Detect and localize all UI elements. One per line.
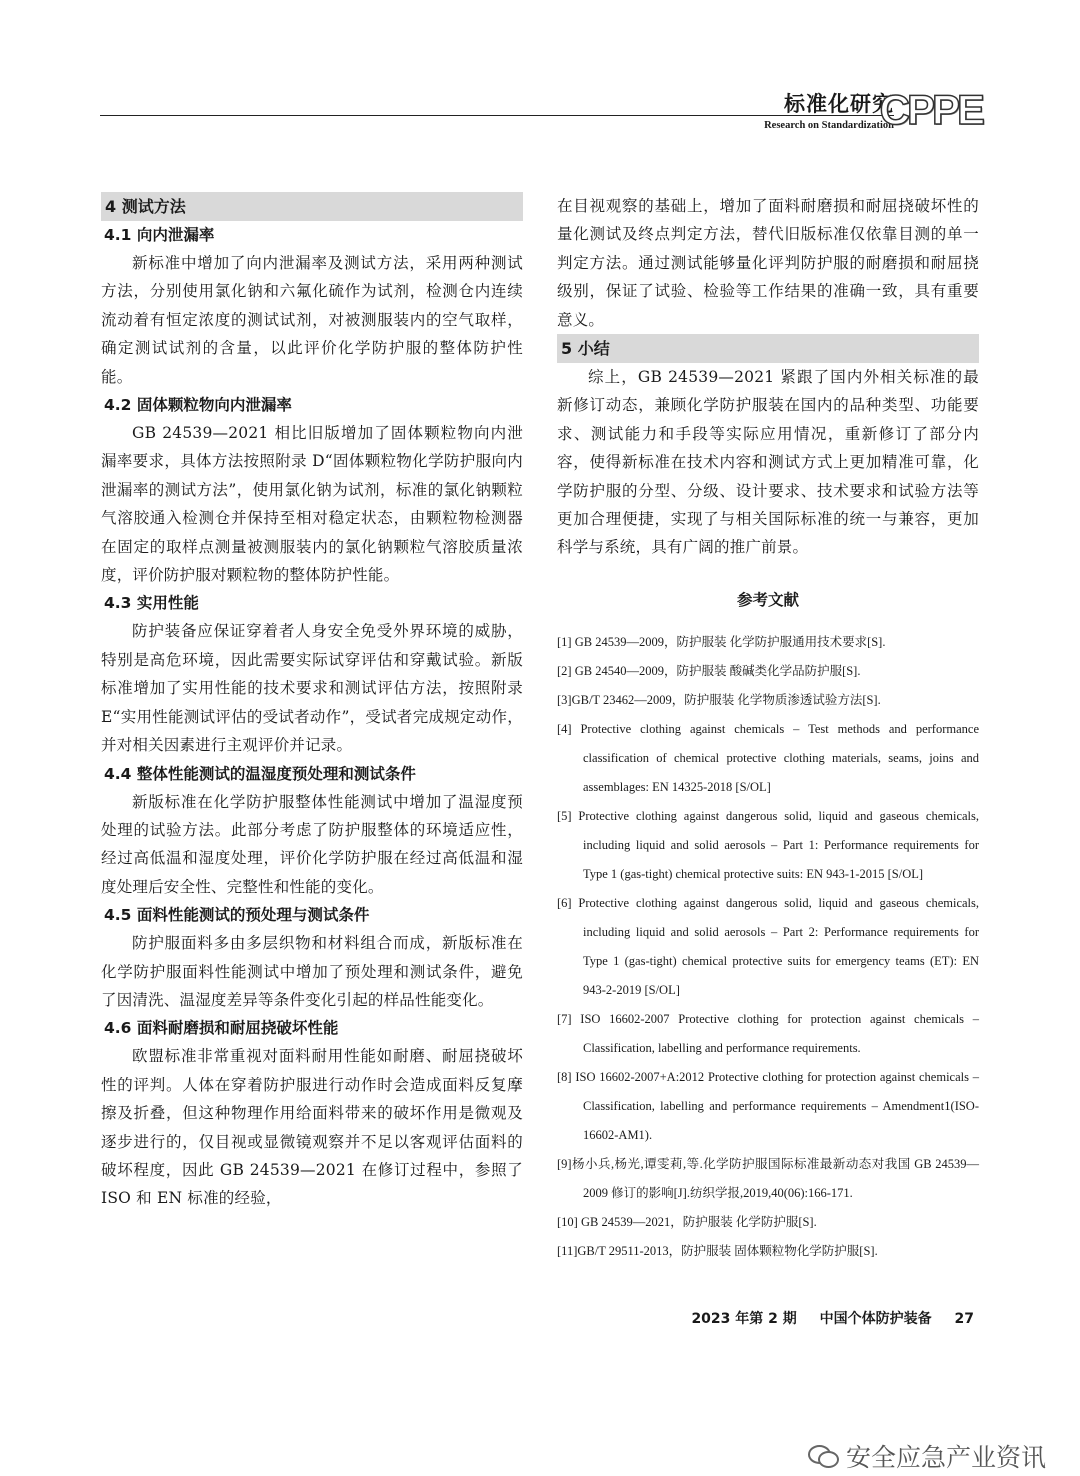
reference-item: [1] GB 24539—2009，防护服装 化学防护服通用技术要求[S]. — [557, 634, 886, 649]
section-5-heading: 5 小结 — [557, 334, 979, 363]
subsection-4-4-heading: 4.4 整体性能测试的温湿度预处理和测试条件 — [104, 764, 416, 783]
subsection-4-3-heading: 4.3 实用性能 — [104, 594, 199, 613]
cppe-logo: CPPE — [879, 86, 982, 133]
page-header — [560, 86, 986, 138]
reference-item: [9]杨小兵,杨光,谭雯莉,等.化学防护服国际标准最新动态对我国 GB 24539—2009 修订的影响[J].纺织学报,2019,40(06):166-171. — [557, 1156, 979, 1200]
reference-item: [11]GB/T 29511-2013，防护服装 固体颗粒物化学防护服[S]. — [557, 1243, 878, 1258]
subsection-4-3-text: 防护装备应保证穿着者人身安全免受外界环境的威胁，特别是高危环境，因此需要实际试穿评估和穿戴试验。新版标准增加了实用性能的技术要求和测试评估方法，按照附录 E“实用性能测试评估的受试者动作”，受试者完成规定动作，并对相关因素进行主观评价并记录。 — [101, 622, 523, 755]
wechat-icon — [808, 1445, 838, 1467]
watermark-text: 安全应急产业资讯 — [845, 1443, 1046, 1472]
reference-item: [3]GB/T 23462—2009，防护服装 化学物质渗透试验方法[S]. — [557, 692, 881, 707]
subsection-4-6-text: 欧盟标准非常重视对面料耐用性能如耐磨、耐屈挠破坏性的评判。人体在穿着防护服进行动作时会造成面料反复摩擦及折叠，但这种物理作用给面料带来的破坏作用是微观及逐步进行的，仅目视或显微镜观察并不足以客观评估面料的破坏程度，因此 GB 24539—2021 在修订过程中，参照了 ISO 和 EN 标准的经验， — [101, 1047, 523, 1208]
reference-item: [5] Protective clothing against dangerous solid, liquid and gaseous chemicals, including liquid and solid aerosols – Part 1: Performance requirements for Type 1 (gas-tight) chemical protective suits: EN 943-1-2015 [S/OL] — [557, 808, 979, 881]
summary-text: 综上，GB 24539—2021 紧跟了国内外相关标准的最新修订动态，兼顾化学防护服装在国内的品种类型、功能要求、测试能力和手段等实际应用情况，重新修订了部分内容，使得新标准在技术内容和测试方式上更加精准可靠，化学防护服的分型、分级、设计要求、技术要求和试验方法等更加合理便捷，实现了与相关国际标准的统一与兼容，更加科学与系统，具有广阔的推广前景。 — [557, 368, 979, 557]
section-title-zh: 标准化研究 — [784, 92, 894, 116]
references-heading: 参考文献 — [736, 590, 799, 609]
subsection-4-6-continued: 在目视观察的基础上，增加了面料耐磨损和耐屈挠破坏性的量化测试及终点判定方法，替代旧版标准仅依靠目测的单一判定方法。通过测试能够量化评判防护服的耐磨损和耐屈挠级别，保证了试验、检验等工作结果的准确一致，具有重要意义。 — [557, 197, 979, 329]
journal-name: 中国个体防护装备 — [819, 1311, 932, 1327]
subsection-4-5-heading: 4.5 面料性能测试的预处理与测试条件 — [104, 906, 370, 925]
reference-item: [2] GB 24540—2009，防护服装 酸碱类化学品防护服[S]. — [557, 663, 861, 678]
wechat-watermark — [808, 1438, 1046, 1474]
section-title-en: Research on Standardization — [764, 120, 894, 131]
issue-label: 2023 年第 2 期 — [691, 1311, 797, 1327]
reference-item: [6] Protective clothing against dangerous solid, liquid and gaseous chemicals, including liquid and solid aerosols – Part 2: Performance requirements for Type 1 (gas-tight) chemical protective suits for emergency teams (ET): EN 943-2-2019 [S/OL] — [557, 895, 979, 997]
subsection-4-1-text: 新标准中增加了向内泄漏率及测试方法，采用两种测试方法，分别使用氯化钠和六氟化硫作为试剂，检测仓内连续流动着有恒定浓度的测试试剂，对被测服装内的空气取样，确定测试试剂的含量，以此评价化学防护服的整体防护性能。 — [101, 254, 523, 386]
subsection-4-5-text: 防护服面料多由多层织物和材料组合而成，新版标准在化学防护服面料性能测试中增加了预处理和测试条件，避免了因清洗、温湿度差异等条件变化引起的样品性能变化。 — [101, 934, 523, 1009]
right-column — [557, 192, 979, 1266]
header-rule — [100, 115, 894, 116]
subsection-4-1-heading: 4.1 向内泄漏率 — [104, 226, 215, 244]
subsection-4-6-heading: 4.6 面料耐磨损和耐屈挠破坏性能 — [104, 1019, 339, 1038]
section-4-heading: 4 测试方法 — [101, 192, 523, 221]
reference-item: [7] ISO 16602-2007 Protective clothing for protection against chemicals – Classification, labelling and performance requirements. — [557, 1011, 979, 1055]
reference-item: [10] GB 24539—2021，防护服装 化学防护服[S]. — [557, 1214, 817, 1229]
page-number: 27 — [954, 1311, 974, 1327]
subsection-4-2-text: GB 24539—2021 相比旧版增加了固体颗粒物向内泄漏率要求，具体方法按照附录 D“固体颗粒物化学防护服向内泄漏率的测试方法”，使用氯化钠为试剂，标准的氯化钠颗粒气溶胶通入检测仓并保持至相对稳定状态，由颗粒物检测器在固定的取样点测量被测服装内的氯化钠颗粒气溶胶质量浓度，评价防护服对颗粒物的整体防护性能。 — [101, 424, 523, 585]
left-column — [101, 192, 523, 1213]
reference-item: [8] ISO 16602-2007+A:2012 Protective clothing for protection against chemicals –Classification, labelling and performance requirements – Amendment1(ISO-16602-AM1). — [557, 1069, 979, 1142]
reference-item: [4] Protective clothing against chemicals – Test methods and performance classification of chemical protective clothing materials, seams, joins and assemblages: EN 14325-2018 [S/OL] — [557, 721, 979, 794]
subsection-4-2-heading: 4.2 固体颗粒物向内泄漏率 — [104, 396, 292, 415]
page-footer — [673, 1308, 974, 1328]
subsection-4-4-text: 新版标准在化学防护服整体性能测试中增加了温湿度预处理的试验方法。此部分考虑了防护服整体的环境适应性，经过高低温和湿度处理，评价化学防护服在经过高低温和湿度处理后安全性、完整性和性能的变化。 — [101, 792, 523, 896]
